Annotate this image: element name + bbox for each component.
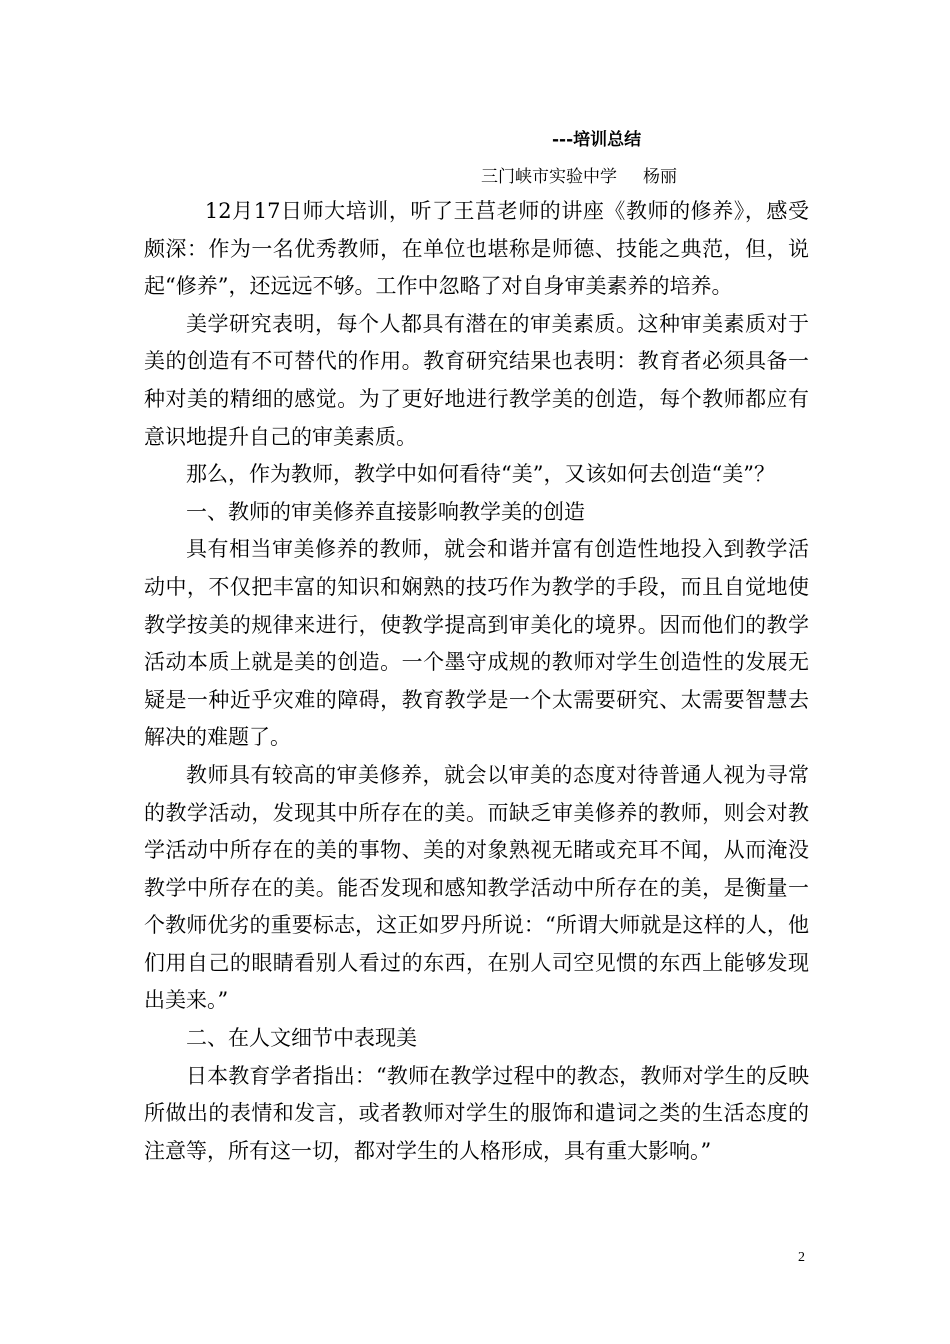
section-heading: 二、在人文细节中表现美 <box>186 1026 417 1051</box>
document-body <box>144 193 809 1170</box>
document-title: ---培训总结 <box>552 130 642 150</box>
paragraph: 教师具有较高的审美修养，就会以审美的态度对待普通人视为寻常的教学活动，发现其中所存在的美。而缺乏审美修养的教师，则会对教学活动中所存在的美的事物、美的对象熟视无睹或充耳不闻，从而淹没教学中所存在的美。能否发现和感知教学活动中所存在的美，是衡量一个教师优劣的重要标志，这正如罗丹所说：“所谓大师就是这样的人，他们用自己的眼睛看别人看过的东西，在别人司空见惯的东西上能够发现出美来。” <box>144 762 809 1013</box>
section-heading: 一、教师的审美修养直接影响教学美的创造 <box>186 499 585 524</box>
paragraph: 美学研究表明，每个人都具有潜在的审美素质。这种审美素质对于美的创造有不可替代的作用。教育研究结果也表明：教育者必须具备一种对美的精细的感觉。为了更好地进行教学美的创造，每个教师都应有意识地提升自己的审美素质。 <box>144 311 809 449</box>
paragraph: 具有相当审美修养的教师，就会和谐并富有创造性地投入到教学活动中，不仅把丰富的知识和娴熟的技巧作为教学的手段，而且自觉地使教学按美的规律来进行，使教学提高到审美化的境界。因而他们的教学活动本质上就是美的创造。一个墨守成规的教师对学生创造性的发展无疑是一种近乎灾难的障碍，教育教学是一个太需要研究、太需要智慧去解决的难题了。 <box>144 537 809 750</box>
byline <box>481 162 677 187</box>
paragraph-intro: 12月17日师大培训，听了王莒老师的讲座《教师的修养》，感受颇深：作为一名优秀教师，在单位也堪称是师德、技能之典范，但，说起“修养”，还远远不够。工作中忽略了对自身审美素养的培养。 <box>144 199 809 299</box>
paragraph: 日本教育学者指出：“教师在教学过程中的教态，教师对学生的反映所做出的表情和发言，或者教师对学生的服饰和遣词之类的生活态度的注意等，所有这一切，都对学生的人格形成，具有重大影响。” <box>144 1063 809 1163</box>
school-name: 三门峡市实验中学 <box>481 167 617 187</box>
author-name: 杨丽 <box>643 167 677 187</box>
page-number: 2 <box>798 1250 805 1265</box>
paragraph: 那么，作为教师，教学中如何看待“美”，又该如何去创造“美”？ <box>186 462 775 487</box>
